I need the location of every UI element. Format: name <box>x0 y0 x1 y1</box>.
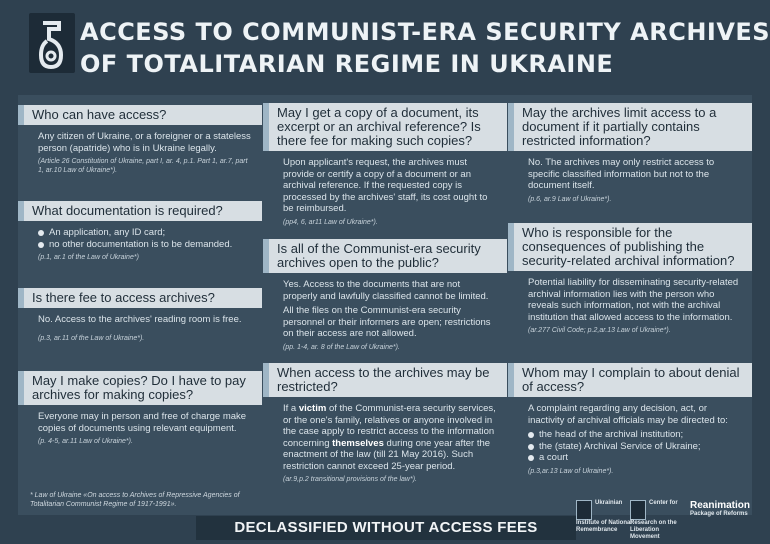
answer-text: No. Access to the archives' reading room is free. <box>38 314 242 325</box>
column-right <box>508 95 753 495</box>
institute-logo <box>29 13 75 73</box>
org-uinp: Ukrainian Institute of National Remembrance <box>576 500 632 533</box>
content-panel <box>18 95 752 515</box>
answer-text: No. The archives may only restrict access to specific classified information but not to the document itself. <box>528 157 715 191</box>
faq-archives-open <box>263 239 507 352</box>
bullet-icon <box>528 455 534 461</box>
answer-text: Yes. Access to the documents that are not properly and lawfully classified cannot be limited. All the files on the Communist-era security personnel or their informers are open; restrictions on their access are not allowed. <box>283 279 491 339</box>
footer-banner: DECLASSIFIED WITHOUT ACCESS FEES <box>196 516 576 540</box>
faq-copies <box>18 371 262 446</box>
org-reanimation: Reanimation Package of Reforms <box>690 500 751 517</box>
faq-access-fee <box>18 288 262 343</box>
question-heading: Is there fee to access archives? <box>18 288 262 308</box>
question-heading: Who is responsible for the consequences of publishing the security-related archival information? <box>508 223 752 271</box>
bullet-icon <box>528 432 534 438</box>
legal-reference: (p.3, ar.11 of the Law of Ukraine*). <box>38 334 145 342</box>
answer-text: Potential liability for disseminating security-related archival information lies with the person who reveals such information, not with the archival institution that allowed access to the information. <box>528 277 739 323</box>
legal-reference: (pp4, 6, ar11 Law of Ukraine*). <box>283 218 378 226</box>
answer-text: If a victim of the Communist-era security services, or the one's family, relatives or anyone involved in the case apply to restrict access to the information concerning themselves during one year after the enactment of the law (till 21 May 2016). Such restriction cannot exceed 25-year period. <box>283 403 496 472</box>
faq-get-copy <box>263 103 507 227</box>
list-item: An application, any ID card; <box>38 227 252 239</box>
answer-text: Any citizen of Ukraine, or a foreigner or a stateless person (apatride) who is in Ukraine legally. <box>38 131 251 154</box>
faq-who-can-access <box>18 105 262 175</box>
question-heading: May I make copies? Do I have to pay archives for making copies? <box>18 371 262 405</box>
column-left <box>18 95 263 495</box>
question-heading: Who can have access? <box>18 105 262 125</box>
faq-responsibility <box>508 223 752 335</box>
uinp-logo-icon <box>576 500 592 520</box>
footnote: * Law of Ukraine «On access to Archives of Repressive Agencies of Totalitarian Communist Regime of 1917-1991». <box>30 492 240 508</box>
logo-icon <box>29 13 75 73</box>
bullet-icon <box>38 242 44 248</box>
question-heading: What documentation is required? <box>18 201 262 221</box>
question-heading: Whom may I complain to about denial of access? <box>508 363 752 397</box>
legal-reference: (p.1, ar.1 of the Law of Ukraine*) <box>38 254 139 261</box>
page-title-line2: OF TOTALITARIAN REGIME IN UKRAINE <box>80 50 614 78</box>
answer-list <box>18 221 262 250</box>
question-heading: When access to the archives may be restricted? <box>263 363 507 397</box>
question-heading: May the archives limit access to a document if it partially contains restricted information? <box>508 103 752 151</box>
page-title-line1: ACCESS TO COMMUNIST-ERA SECURITY ARCHIVES <box>80 18 770 46</box>
legal-reference: (p. 4-5, ar.11 Law of Ukraine*). <box>38 438 133 445</box>
cdvr-logo-icon <box>630 500 646 520</box>
legal-reference: (p.3,ar.13 Law of Ukraine*). <box>528 467 614 475</box>
list-item: a court <box>528 452 742 464</box>
legal-reference: (ar.9,p.2 transitional provisions of the law*). <box>283 476 417 483</box>
list-item: the (state) Archival Service of Ukraine; <box>528 441 742 453</box>
faq-complaint <box>508 363 752 476</box>
legal-reference: (p.6, ar.9 Law of Ukraine*). <box>528 195 612 203</box>
legal-reference: (pp. 1-4, ar. 8 of the Law of Ukraine*). <box>283 343 400 351</box>
faq-documentation <box>18 201 262 262</box>
header <box>0 0 770 86</box>
legal-reference: (ar.277 Civil Code; p.2,ar.13 Law of Ukraine*). <box>528 327 671 334</box>
column-middle <box>263 95 508 495</box>
answer-text: A complaint regarding any decision, act, or inactivity of archival officials may be directed to: the head of the archival institution; the (state) Archival Service of Ukraine; a court <box>508 397 752 464</box>
faq-restriction <box>263 363 507 484</box>
question-heading: Is all of the Communist-era security archives open to the public? <box>263 239 507 273</box>
bullet-icon <box>528 444 534 450</box>
list-item: the head of the archival institution; <box>528 429 742 441</box>
org-cdvr: Center for Research on the Liberation Movement <box>630 500 678 540</box>
faq-partial-restriction <box>508 103 752 204</box>
answer-text: Upon applicant's request, the archives must provide or certify a copy of a document or an archival reference. If the requested copy is processed by the archives' staff, its cost ought to be reimbursed. <box>283 157 488 214</box>
legal-reference: (Article 26 Constitution of Ukraine, part I, ar. 4, p.1. Part 1, ar.7, part 1, ar.10 Law of Ukraine*). <box>38 158 248 174</box>
question-heading: May I get a copy of a document, its excerpt or an archival reference? Is there fee for making such copies? <box>263 103 507 151</box>
answer-text: Everyone may in person and free of charge make copies of documents using relevant equipment. <box>38 411 247 434</box>
list-item: no other documentation is to be demanded. <box>38 239 252 251</box>
bullet-icon <box>38 230 44 236</box>
